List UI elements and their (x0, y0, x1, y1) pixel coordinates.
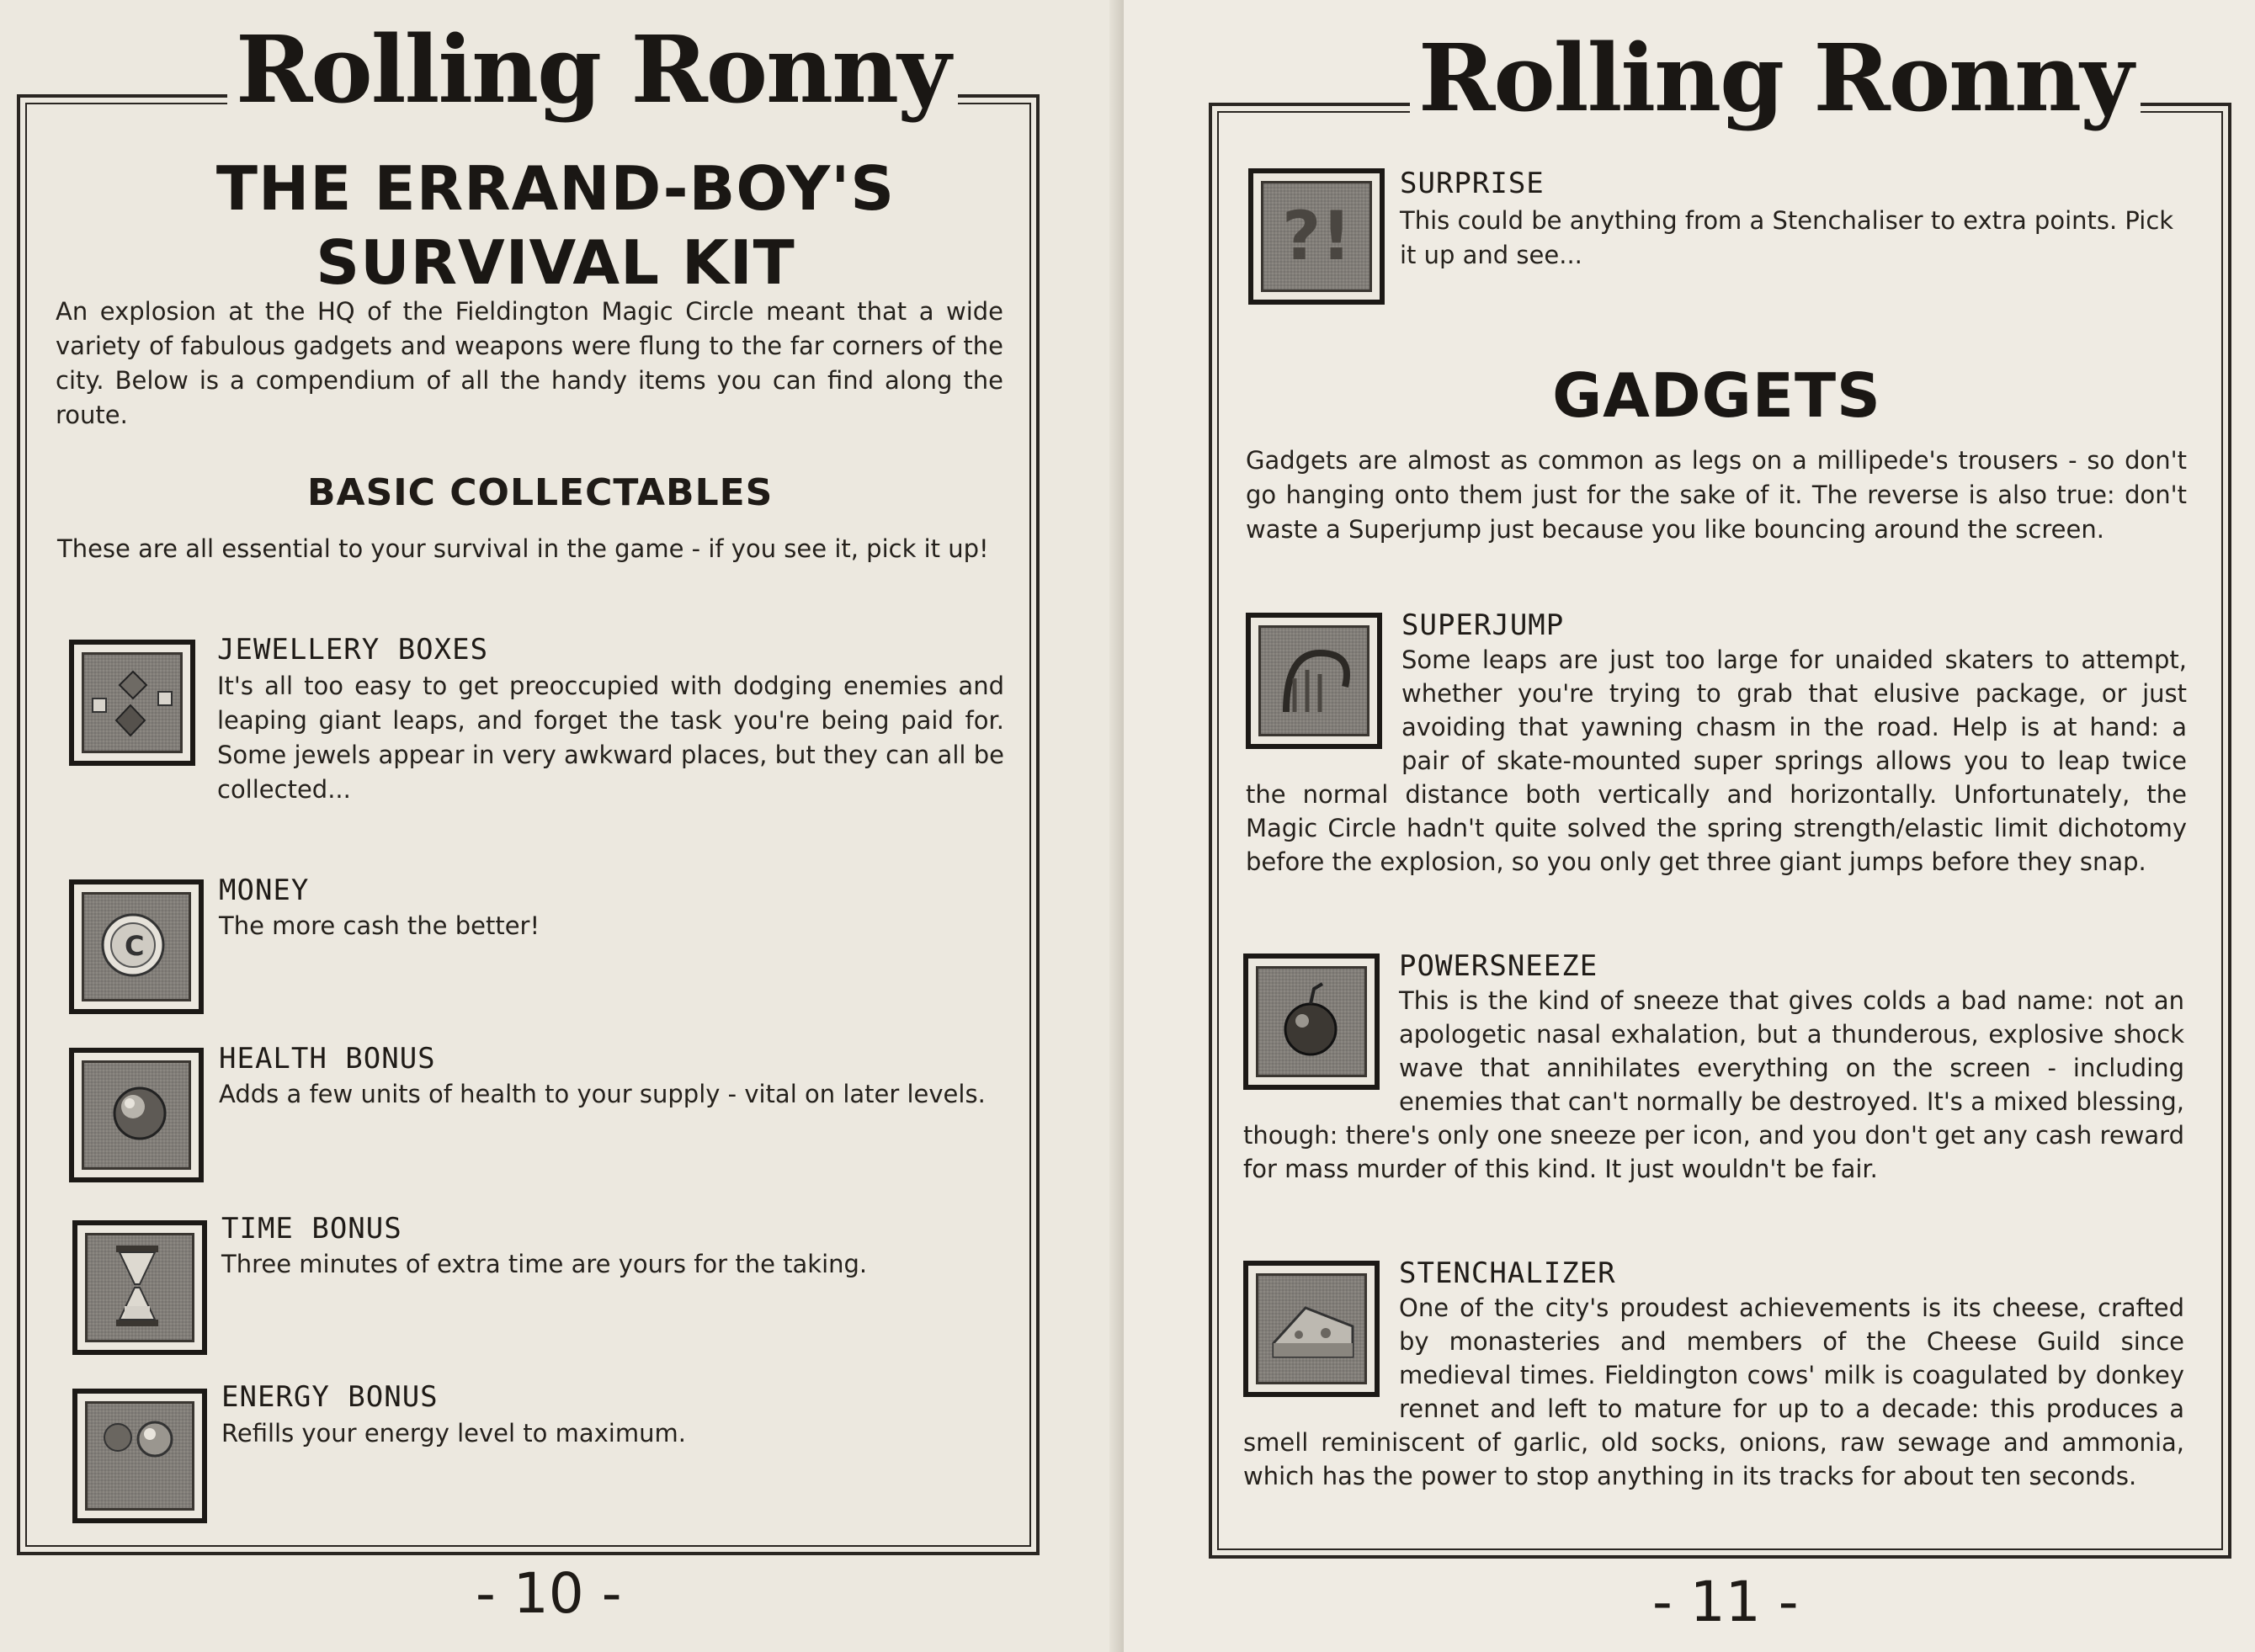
stenchalizer-block (1243, 1256, 2184, 1493)
superjump-block (1246, 608, 2187, 879)
money-icon (69, 879, 204, 1014)
energy-bonus-title: ENERGY BONUS (221, 1380, 439, 1414)
jewellery-boxes-title: JEWELLERY BOXES (217, 633, 489, 667)
superjump-text: Some leaps are just too large for unaided skaters to attempt, whether you're trying to grab that elusive package, or just avoiding that yawning chasm in the road. Help is at hand: a pair of skate-mounted super springs allows you to leap twice the normal distance both vertically and horizontally. Unfortunately, the Magic Circle hadn't quite solved the spring strength/elastic limit dichotomy before the explosion, so you only get three giant jumps before they snap. (1246, 645, 2187, 876)
page-number-11: - 11 - (1652, 1570, 1799, 1634)
surprise-icon (1248, 168, 1385, 305)
stenchalizer-title: STENCHALIZER (1399, 1256, 1616, 1290)
survival-kit-heading (51, 151, 1061, 300)
time-bonus-text: Three minutes of extra time are yours for the taking. (221, 1250, 868, 1278)
superjump-title: SUPERJUMP (1401, 608, 1565, 642)
money-title: MONEY (219, 874, 310, 907)
health-bonus-title: HEALTH BONUS (219, 1042, 436, 1076)
page-number-10: - 10 - (476, 1561, 622, 1626)
survival-kit-heading-line1: THE ERRAND-BOY'S (215, 153, 896, 224)
surprise-title: SURPRISE (1400, 167, 1545, 200)
left-header-title: Rolling Ronny (227, 24, 958, 116)
hourglass-icon (72, 1220, 207, 1355)
survival-kit-heading-line2: SURVIVAL KIT (316, 227, 795, 298)
basic-collectables-heading: BASIC COLLECTABLES (307, 471, 774, 514)
svg-text:?!: ?! (1282, 197, 1352, 275)
powersneeze-text: This is the kind of sneeze that gives colds a bad name: not an apologetic nasal exhalation, but a thunderous, explosive shock wave that annihilates everything on the screen - including enemies that can't normally be destroyed. It's a mixed blessing, though: there's only one sneeze per icon, and you don't get any cash reward for mass murder of this kind. It just wouldn't be fair. (1243, 986, 2184, 1183)
jewellery-box-icon (69, 640, 195, 766)
energy-bonus-text: Refills your energy level to maximum. (221, 1419, 686, 1447)
time-bonus-title: TIME BONUS (221, 1212, 402, 1246)
right-header-title: Rolling Ronny (1410, 32, 2141, 125)
stenchalizer-text: One of the city's proudest achievements is its cheese, crafted by monasteries and members of the Cheese Guild since medieval times. Fieldington cows' milk is coagulated by donkey rennet and left to mature for up to a decade: this produces a smell reminiscent of garlic, old socks, onions, raw sewage and ammonia, which has the power to stop anything in its tracks for about ten seconds. (1243, 1293, 2184, 1490)
energy-bonus-icon (72, 1389, 207, 1523)
powersneeze-title: POWERSNEEZE (1399, 949, 1598, 983)
gadgets-intro: Gadgets are almost as common as legs on a millipede's trousers - so don't go hanging onto them just for the sake of it. The reverse is also true: don't waste a Superjump just because you like bouncing around the screen. (1246, 446, 2187, 544)
surprise-text: This could be anything from a Stenchaliser to extra points. Pick it up and see... (1400, 206, 2174, 269)
money-text: The more cash the better! (219, 911, 540, 940)
powersneeze-block (1243, 948, 2184, 1186)
left-page (0, 0, 1124, 1652)
right-page (1124, 0, 2255, 1652)
health-bonus-icon (69, 1048, 204, 1182)
gadgets-heading: GADGETS (1552, 360, 1881, 431)
svg-text:C: C (125, 930, 145, 962)
jewellery-boxes-text: It's all too easy to get preoccupied with dodging enemies and leaping giant leaps, and forget the task you're being paid for. Some jewels appear in very awkward places, but they can all be collected... (217, 672, 1004, 804)
basic-collectables-intro: These are all essential to your survival in the game - if you see it, pick it up! (57, 534, 989, 563)
health-bonus-text: Adds a few units of health to your supply - vital on later levels. (219, 1080, 986, 1108)
intro-paragraph: An explosion at the HQ of the Fieldington Magic Circle meant that a wide variety of fabulous gadgets and weapons were flung to the far corners of the city. Below is a compendium of all the handy items you can find along the route. (56, 297, 1003, 429)
